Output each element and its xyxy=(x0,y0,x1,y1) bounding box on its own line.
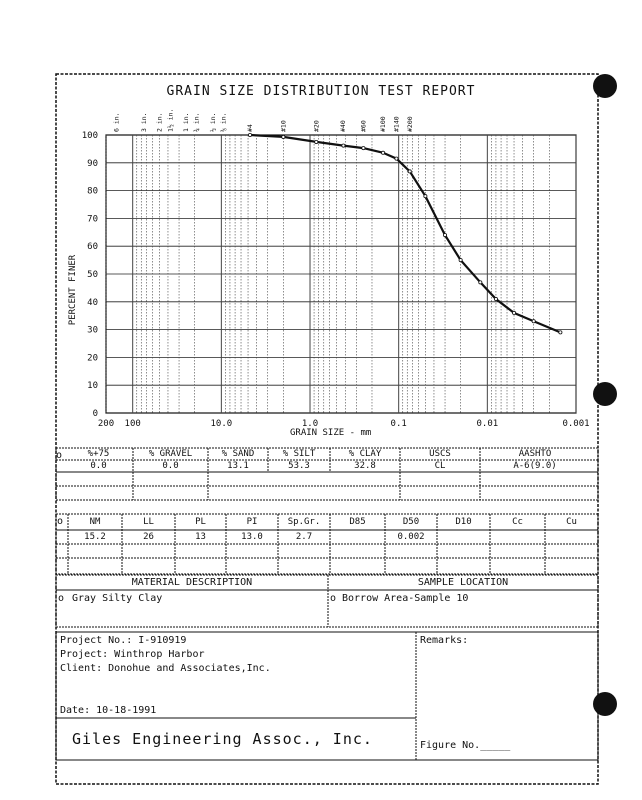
y-tick-label: 90 xyxy=(87,158,98,169)
gradation-column-header: % SAND xyxy=(221,449,255,459)
gradation-data-point xyxy=(282,135,285,138)
gradation-cell: 53.3 xyxy=(288,461,310,471)
gradation-data-point xyxy=(512,311,515,314)
property-cell: 15.2 xyxy=(84,532,106,542)
client-name: Client: Donohue and Associates,Inc. xyxy=(60,663,271,674)
gradation-cell: 13.1 xyxy=(227,461,249,471)
project-number: Project No.: I-910919 xyxy=(60,635,187,646)
gradation-cell: CL xyxy=(434,461,446,471)
sieve-size-label: #100 xyxy=(379,116,388,132)
y-tick-label: 50 xyxy=(87,270,98,280)
gradation-column-header: %+75 xyxy=(87,449,110,459)
sieve-size-label: #140 xyxy=(392,116,401,132)
gradation-data-point xyxy=(342,144,345,147)
x-tick-label: 200 xyxy=(97,419,115,429)
sieve-size-label: ¾ in. xyxy=(192,112,201,132)
gradation-data-point xyxy=(315,140,318,143)
gradation-data-point xyxy=(362,146,365,149)
y-axis-title: PERCENT FINER xyxy=(68,254,79,326)
gradation-data-point xyxy=(395,157,398,160)
x-axis-title: GRAIN SIZE - mm xyxy=(290,428,372,438)
x-tick-label: 10.0 xyxy=(210,419,233,429)
gradation-curve-line xyxy=(250,135,560,332)
property-column-header: D85 xyxy=(349,517,366,527)
sieve-size-label: 6 in. xyxy=(112,112,121,132)
property-cell: 13.0 xyxy=(241,532,263,542)
sieve-size-label: #40 xyxy=(338,120,347,132)
property-column-header: D10 xyxy=(455,517,472,527)
y-tick-label: 10 xyxy=(87,381,98,392)
sieve-size-label: #200 xyxy=(405,116,414,132)
y-tick-label: 80 xyxy=(87,186,98,197)
property-column-header: Cu xyxy=(566,517,577,527)
y-tick-label: 0 xyxy=(92,409,98,419)
y-tick-label: 20 xyxy=(87,353,98,364)
sieve-size-label: 1½ in. xyxy=(166,108,175,132)
gradation-data-point xyxy=(532,320,535,323)
x-tick-label: 0.1 xyxy=(390,419,407,429)
sample-location: Borrow Area-Sample 10 xyxy=(342,593,469,604)
row-marker: o xyxy=(330,593,337,604)
sieve-size-label: 1 in. xyxy=(182,112,191,132)
gradation-data-point xyxy=(443,233,446,236)
property-column-header: Cc xyxy=(512,517,523,527)
property-cell: 2.7 xyxy=(295,532,313,542)
material-description-header: MATERIAL DESCRIPTION xyxy=(131,577,253,588)
property-column-header: LL xyxy=(143,517,154,527)
report-title: GRAIN SIZE DISTRIBUTION TEST REPORT xyxy=(166,84,476,99)
sieve-size-label: 2 in. xyxy=(155,112,164,132)
gradation-column-header: AASHTO xyxy=(518,449,552,459)
sieve-size-label: 3 in. xyxy=(139,112,148,132)
sieve-size-label: #4 xyxy=(246,124,255,132)
grain-size-chart xyxy=(82,109,590,429)
sieve-size-label: #60 xyxy=(359,120,368,132)
gradation-data-point xyxy=(424,195,427,198)
material-description: Gray Silty Clay xyxy=(72,593,163,604)
property-column-header: Sp.Gr. xyxy=(287,517,321,527)
property-cell: 26 xyxy=(143,532,154,542)
project-name: Project: Winthrop Harbor xyxy=(60,649,205,660)
property-cell: 13 xyxy=(195,532,206,542)
y-tick-label: 100 xyxy=(81,131,98,141)
gradation-data-point xyxy=(459,259,462,262)
gradation-data-point xyxy=(494,297,497,300)
figure-number-label: Figure No._____ xyxy=(420,740,511,751)
property-column-header: PI xyxy=(246,517,258,527)
sieve-size-label: ½ in. xyxy=(208,112,217,132)
property-column-header: D50 xyxy=(402,517,420,527)
remarks-label: Remarks: xyxy=(420,635,469,646)
x-tick-label: 0.01 xyxy=(476,419,499,429)
y-tick-label: 60 xyxy=(87,242,98,253)
row-marker: o xyxy=(58,593,65,604)
gradation-cell: 0.0 xyxy=(90,461,107,471)
sieve-size-label: #10 xyxy=(279,120,288,132)
row-marker: o xyxy=(57,516,64,527)
gradation-data-point xyxy=(248,133,251,136)
sieve-size-label: ⅜ in. xyxy=(219,112,228,132)
y-tick-label: 40 xyxy=(87,297,98,308)
gradation-data-point xyxy=(408,170,411,173)
x-tick-label: 1.0 xyxy=(301,419,319,429)
property-column-header: PL xyxy=(195,517,206,527)
gradation-column-header: % GRAVEL xyxy=(148,449,193,459)
gradation-cell: A-6(9.0) xyxy=(513,461,557,471)
gradation-data-point xyxy=(381,151,384,154)
sample-location-header: SAMPLE LOCATION xyxy=(417,577,509,588)
property-cell: 0.002 xyxy=(397,532,425,542)
gradation-column-header: % CLAY xyxy=(348,449,382,459)
gradation-data-point xyxy=(559,331,562,334)
gradation-cell: 32.8 xyxy=(354,461,376,471)
x-tick-label: 0.001 xyxy=(562,419,590,429)
gradation-data-point xyxy=(479,281,482,284)
gradation-column-header: USCS xyxy=(429,449,451,459)
gradation-column-header: % SILT xyxy=(282,449,316,459)
property-column-header: NM xyxy=(89,517,101,527)
y-tick-label: 30 xyxy=(87,325,98,336)
company-name: Giles Engineering Assoc., Inc. xyxy=(72,730,373,748)
x-tick-label: 100 xyxy=(124,419,141,429)
gradation-cell: 0.0 xyxy=(162,461,179,471)
y-tick-label: 70 xyxy=(87,214,98,225)
sieve-size-label: #20 xyxy=(312,120,321,132)
report-date: Date: 10-18-1991 xyxy=(60,705,157,716)
row-marker: o xyxy=(56,450,63,461)
